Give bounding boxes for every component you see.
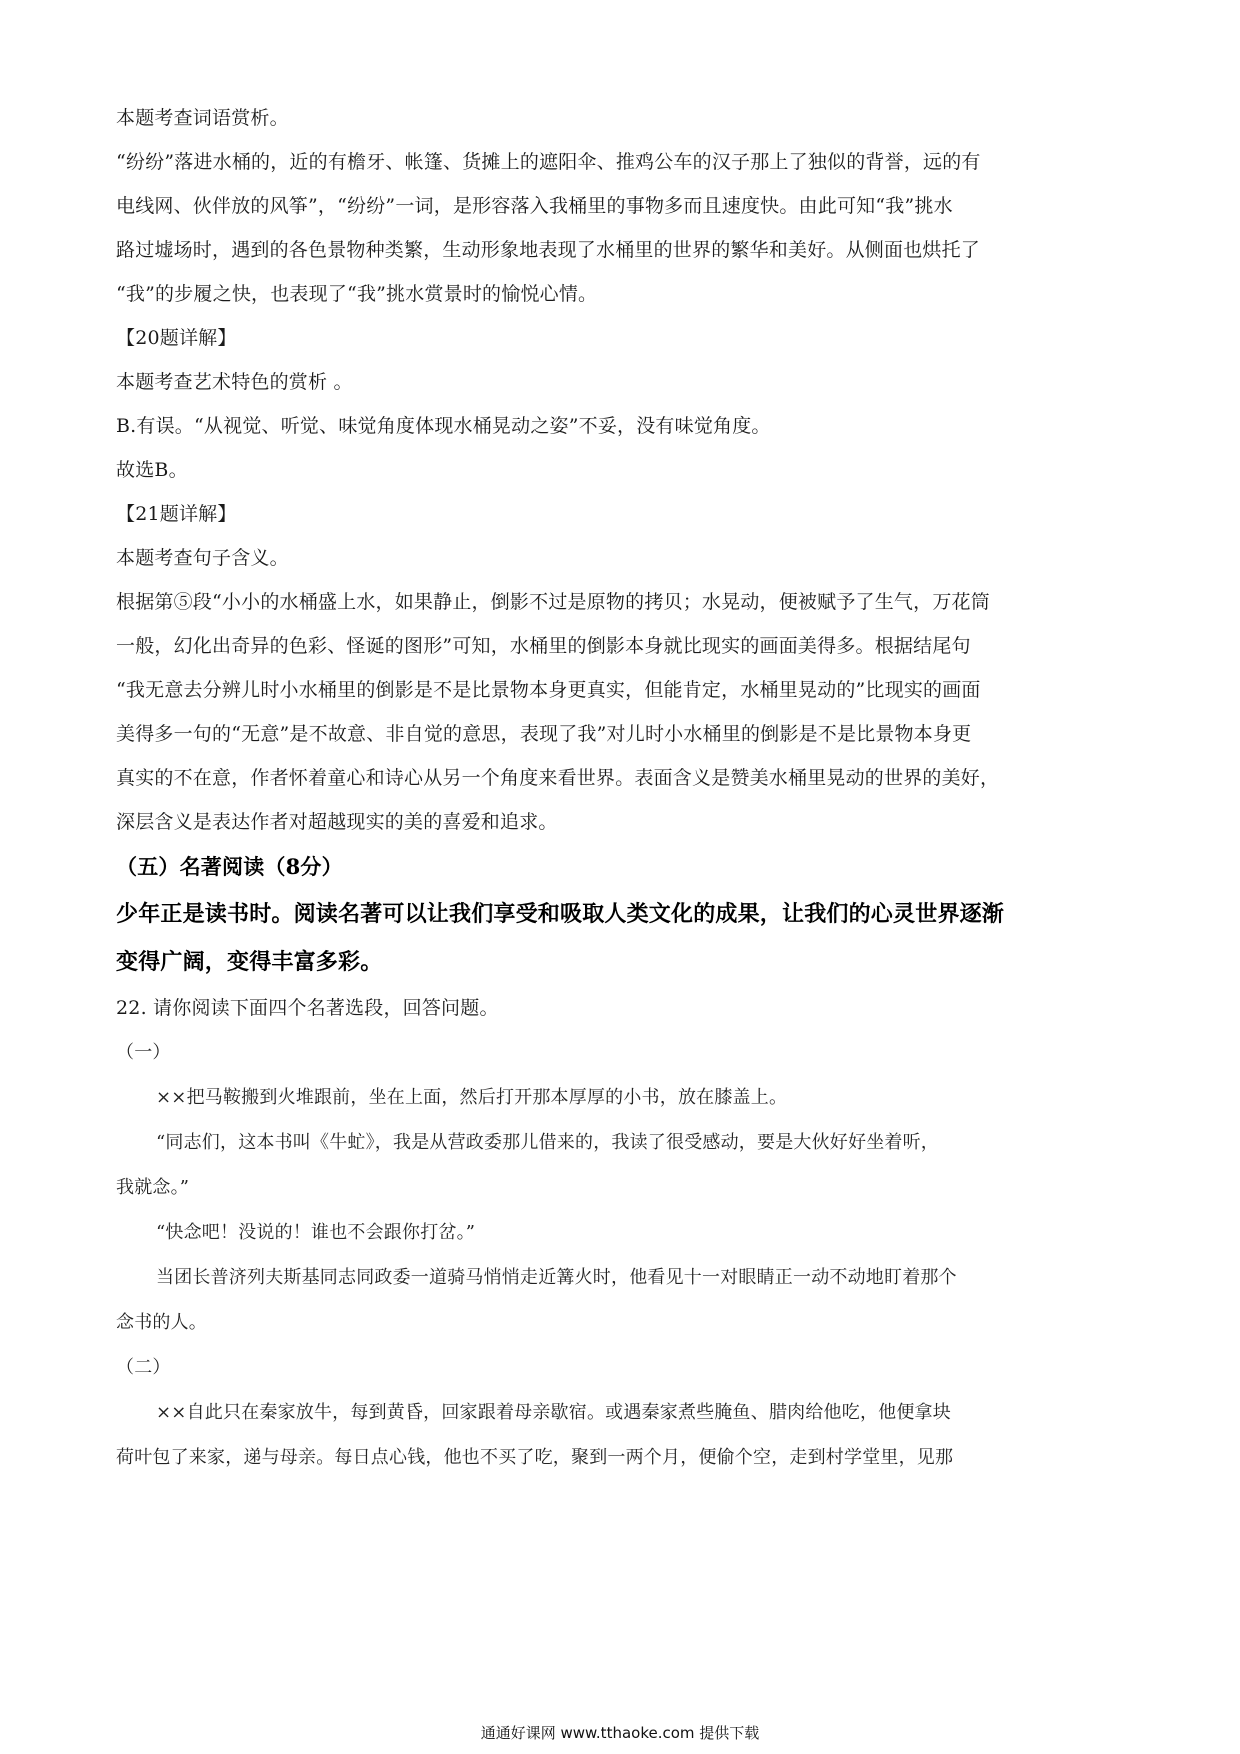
question-21-heading: 【21题详解】 <box>116 503 237 525</box>
excerpt-paragraph: ××把马鞍搬到火堆跟前，坐在上面，然后打开那本厚厚的小书，放在膝盖上。 <box>156 1087 788 1108</box>
excerpt-label: （一） <box>116 1042 171 1063</box>
analysis-line: 本题考查艺术特色的赏析 。 <box>116 371 353 393</box>
analysis-line: “我无意去分辨儿时小水桶里的倒影是不是比景物本身更真实，但能肯定，水桶里晃动的”比现实的画面 <box>116 679 981 701</box>
section-intro: 变得广阔，变得丰富多彩。 <box>116 949 383 975</box>
section-intro: 少年正是读书时。阅读名著可以让我们享受和吸取人类文化的成果，让我们的心灵世界逐渐 <box>116 901 1005 927</box>
excerpt-paragraph: ××自此只在秦家放牛，每到黄昏，回家跟着母亲歇宿。或遇秦家煮些腌鱼、腊肉给他吃，他便拿块 <box>156 1402 951 1423</box>
analysis-line: 路过墟场时，遇到的各色景物种类繁，生动形象地表现了水桶里的世界的繁华和美好。从侧面也烘托了 <box>116 239 981 261</box>
analysis-line: 本题考查词语赏析。 <box>116 107 289 129</box>
page-footer: 通通好课网 www.tthaoke.com 提供下载 <box>480 1724 760 1742</box>
analysis-line: “我”的步履之快，也表现了“我”挑水赏景时的愉悦心情。 <box>116 283 598 305</box>
question-20-heading: 【20题详解】 <box>116 327 237 349</box>
answer-line: 故选B。 <box>116 459 188 481</box>
analysis-line: 根据第⑤段“小小的水桶盛上水，如果静止，倒影不过是原物的拷贝；水晃动，便被赋予了生气，万花筒 <box>116 591 990 613</box>
excerpt-paragraph: 我就念。” <box>116 1177 190 1198</box>
analysis-line: 一般，幻化出奇异的色彩、怪诞的图形”可知，水桶里的倒影本身就比现实的画面美得多。根据结尾句 <box>116 635 971 657</box>
document-body <box>116 96 1128 1480</box>
section-title: （五）名著阅读（8分） <box>116 854 343 879</box>
analysis-line: 真实的不在意，作者怀着童心和诗心从另一个角度来看世界。表面含义是赞美水桶里晃动的世界的美好， <box>116 767 1000 789</box>
excerpt-paragraph: 念书的人。 <box>116 1312 207 1333</box>
analysis-line: 电线网、伙伴放的风筝”，“纷纷”一词，是形容落入我桶里的事物多而且速度快。由此可知“我”挑水 <box>116 195 953 217</box>
excerpt-paragraph: “快念吧！没说的！谁也不会跟你打岔。” <box>156 1222 476 1243</box>
excerpt-paragraph: 当团长普济列夫斯基同志同政委一道骑马悄悄走近篝火时，他看见十一对眼睛正一动不动地盯着那个 <box>156 1267 957 1288</box>
question-22-prompt: 22. 请你阅读下面四个名著选段，回答问题。 <box>116 997 499 1019</box>
analysis-line: 美得多一句的“无意”是不故意、非自觉的意思，表现了我”对儿时小水桶里的倒影是不是比景物本身更 <box>116 723 972 745</box>
analysis-line: “纷纷”落进水桶的，近的有檐牙、帐篷、货摊上的遮阳伞、推鸡公车的汉子那上了独似的背誉，远的有 <box>116 151 981 173</box>
analysis-line: 深层含义是表达作者对超越现实的美的喜爱和追求。 <box>116 811 558 833</box>
excerpt-paragraph: “同志们，这本书叫《牛虻》，我是从营政委那儿借来的，我读了很受感动，要是大伙好好坐着听， <box>156 1132 939 1153</box>
excerpt-paragraph: 荷叶包了来家，递与母亲。每日点心钱，他也不买了吃，聚到一两个月，便偷个空，走到村学堂里，见那 <box>116 1447 954 1468</box>
excerpt-label: （二） <box>116 1357 171 1378</box>
analysis-line: 本题考查句子含义。 <box>116 547 289 569</box>
analysis-line: B.有误。“从视觉、听觉、味觉角度体现水桶晃动之姿”不妥，没有味觉角度。 <box>116 415 771 437</box>
